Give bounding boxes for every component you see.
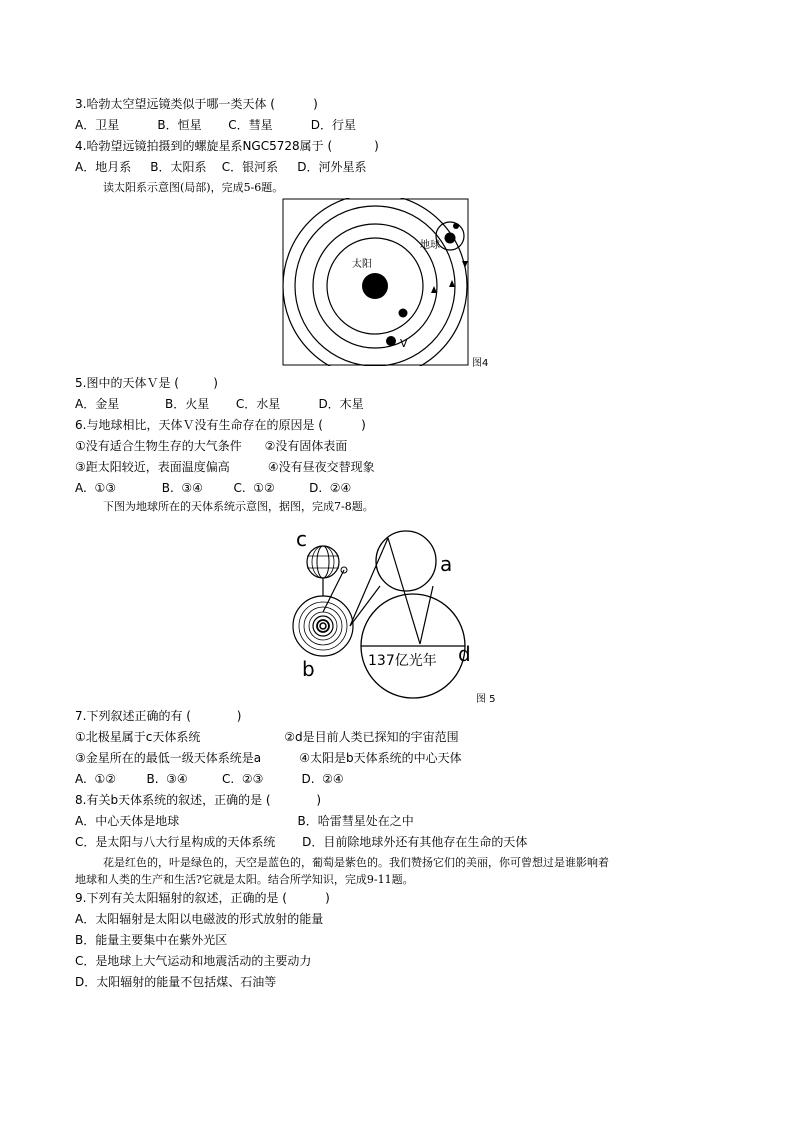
system-a (376, 531, 436, 591)
q4-stem: 4.哈勃望远镜拍摄到的螺旋星系NGC5728属于 ( ) (75, 139, 379, 153)
moon (453, 223, 459, 229)
q6-item-1: ①没有适合生物生存的大气条件 ②没有固体表面 (75, 439, 348, 453)
q7-item-2: ③金星所在的最低一级天体系统是a ④太阳是b天体系统的中心天体 (75, 751, 462, 765)
q9-option-d: D．太阳辐射的能量不包括煤、石油等 (75, 975, 277, 989)
orbit-arrow-earth (462, 261, 468, 268)
q9-stem: 9.下列有关太阳辐射的叙述，正确的是 ( ) (75, 891, 330, 905)
q7-options: A. ①② B. ③④ C. ②③ D. ②④ (75, 772, 344, 786)
intro-9-11-line-2: 地球和人类的生产和生活?它就是太阳。结合所学知识，完成9-11题。 (75, 873, 414, 886)
planet-v (386, 336, 396, 346)
label-d: d (458, 642, 471, 666)
sun-label: 太阳 (352, 259, 372, 270)
intro-7-8: 下图为地球所在的天体系统示意图，据图，完成7-8题。 (103, 500, 374, 513)
q6-item-2: ③距太阳较近，表面温度偏高 ④没有昼夜交替现象 (75, 460, 375, 474)
v-label: V (400, 337, 408, 350)
q4-options: A．地月系 B．太阳系 C．银河系 D．河外星系 (75, 160, 367, 174)
distance-label: 137亿光年 (368, 653, 437, 669)
label-a: a (440, 552, 453, 576)
q8-options-1: A．中心天体是地球 B．哈雷彗星处在之中 (75, 814, 414, 828)
figure-5-caption: 图 5 (476, 694, 496, 704)
figure-4-caption: 图4 (472, 358, 489, 369)
q6-options: A. ①③ B. ③④ C. ①② D. ②④ (75, 481, 352, 495)
q5-stem: 5.图中的天体Ｖ是 ( ) (75, 376, 218, 390)
figure-5-celestial-systems (288, 526, 508, 704)
q5-options: A．金星 B．火星 C．水星 D．木星 (75, 397, 364, 411)
intro-9-11-line-1: 花是红色的，叶是绿色的，天空是蓝色的，葡萄是紫色的。我们赞扬它们的美丽，你可曾想过是谁影响着 (103, 856, 609, 869)
intro-5-6: 读太阳系示意图(局部)，完成5-6题。 (103, 181, 284, 194)
earth (445, 233, 456, 244)
label-b: b (302, 657, 315, 681)
q8-options-2: C．是太阳与八大行星构成的天体系统 D．目前除地球外还有其他存在生命的天体 (75, 835, 528, 849)
figure-4-solar-system (282, 198, 512, 370)
q7-stem: 7.下列叙述正确的有 ( ) (75, 709, 242, 723)
q9-option-a: A．太阳辐射是太阳以电磁波的形式放射的能量 (75, 912, 324, 926)
system-b (293, 596, 353, 656)
sun (362, 273, 388, 299)
q9-option-b: B．能量主要集中在紫外光区 (75, 933, 228, 947)
orbit-arrow-v (449, 280, 455, 287)
orbit-arrow-middle (431, 286, 437, 293)
planet-inner (399, 309, 408, 318)
q3-stem: 3.哈勃太空望远镜类似于哪一类天体 ( ) (75, 97, 318, 111)
q7-item-1: ①北极星属于c天体系统 ②d是目前人类已探知的宇宙范围 (75, 730, 459, 744)
q3-options: A．卫星 B．恒星 C．彗星 D．行星 (75, 118, 357, 132)
label-c: c (296, 527, 307, 551)
q8-stem: 8.有关b天体系统的叙述，正确的是 ( ) (75, 793, 322, 807)
q9-option-c: C．是地球上大气运动和地震活动的主要动力 (75, 954, 312, 968)
q6-stem: 6.与地球相比，天体Ｖ没有生命存在的原因是 ( ) (75, 418, 366, 432)
earth-label: 地球 (420, 240, 440, 251)
